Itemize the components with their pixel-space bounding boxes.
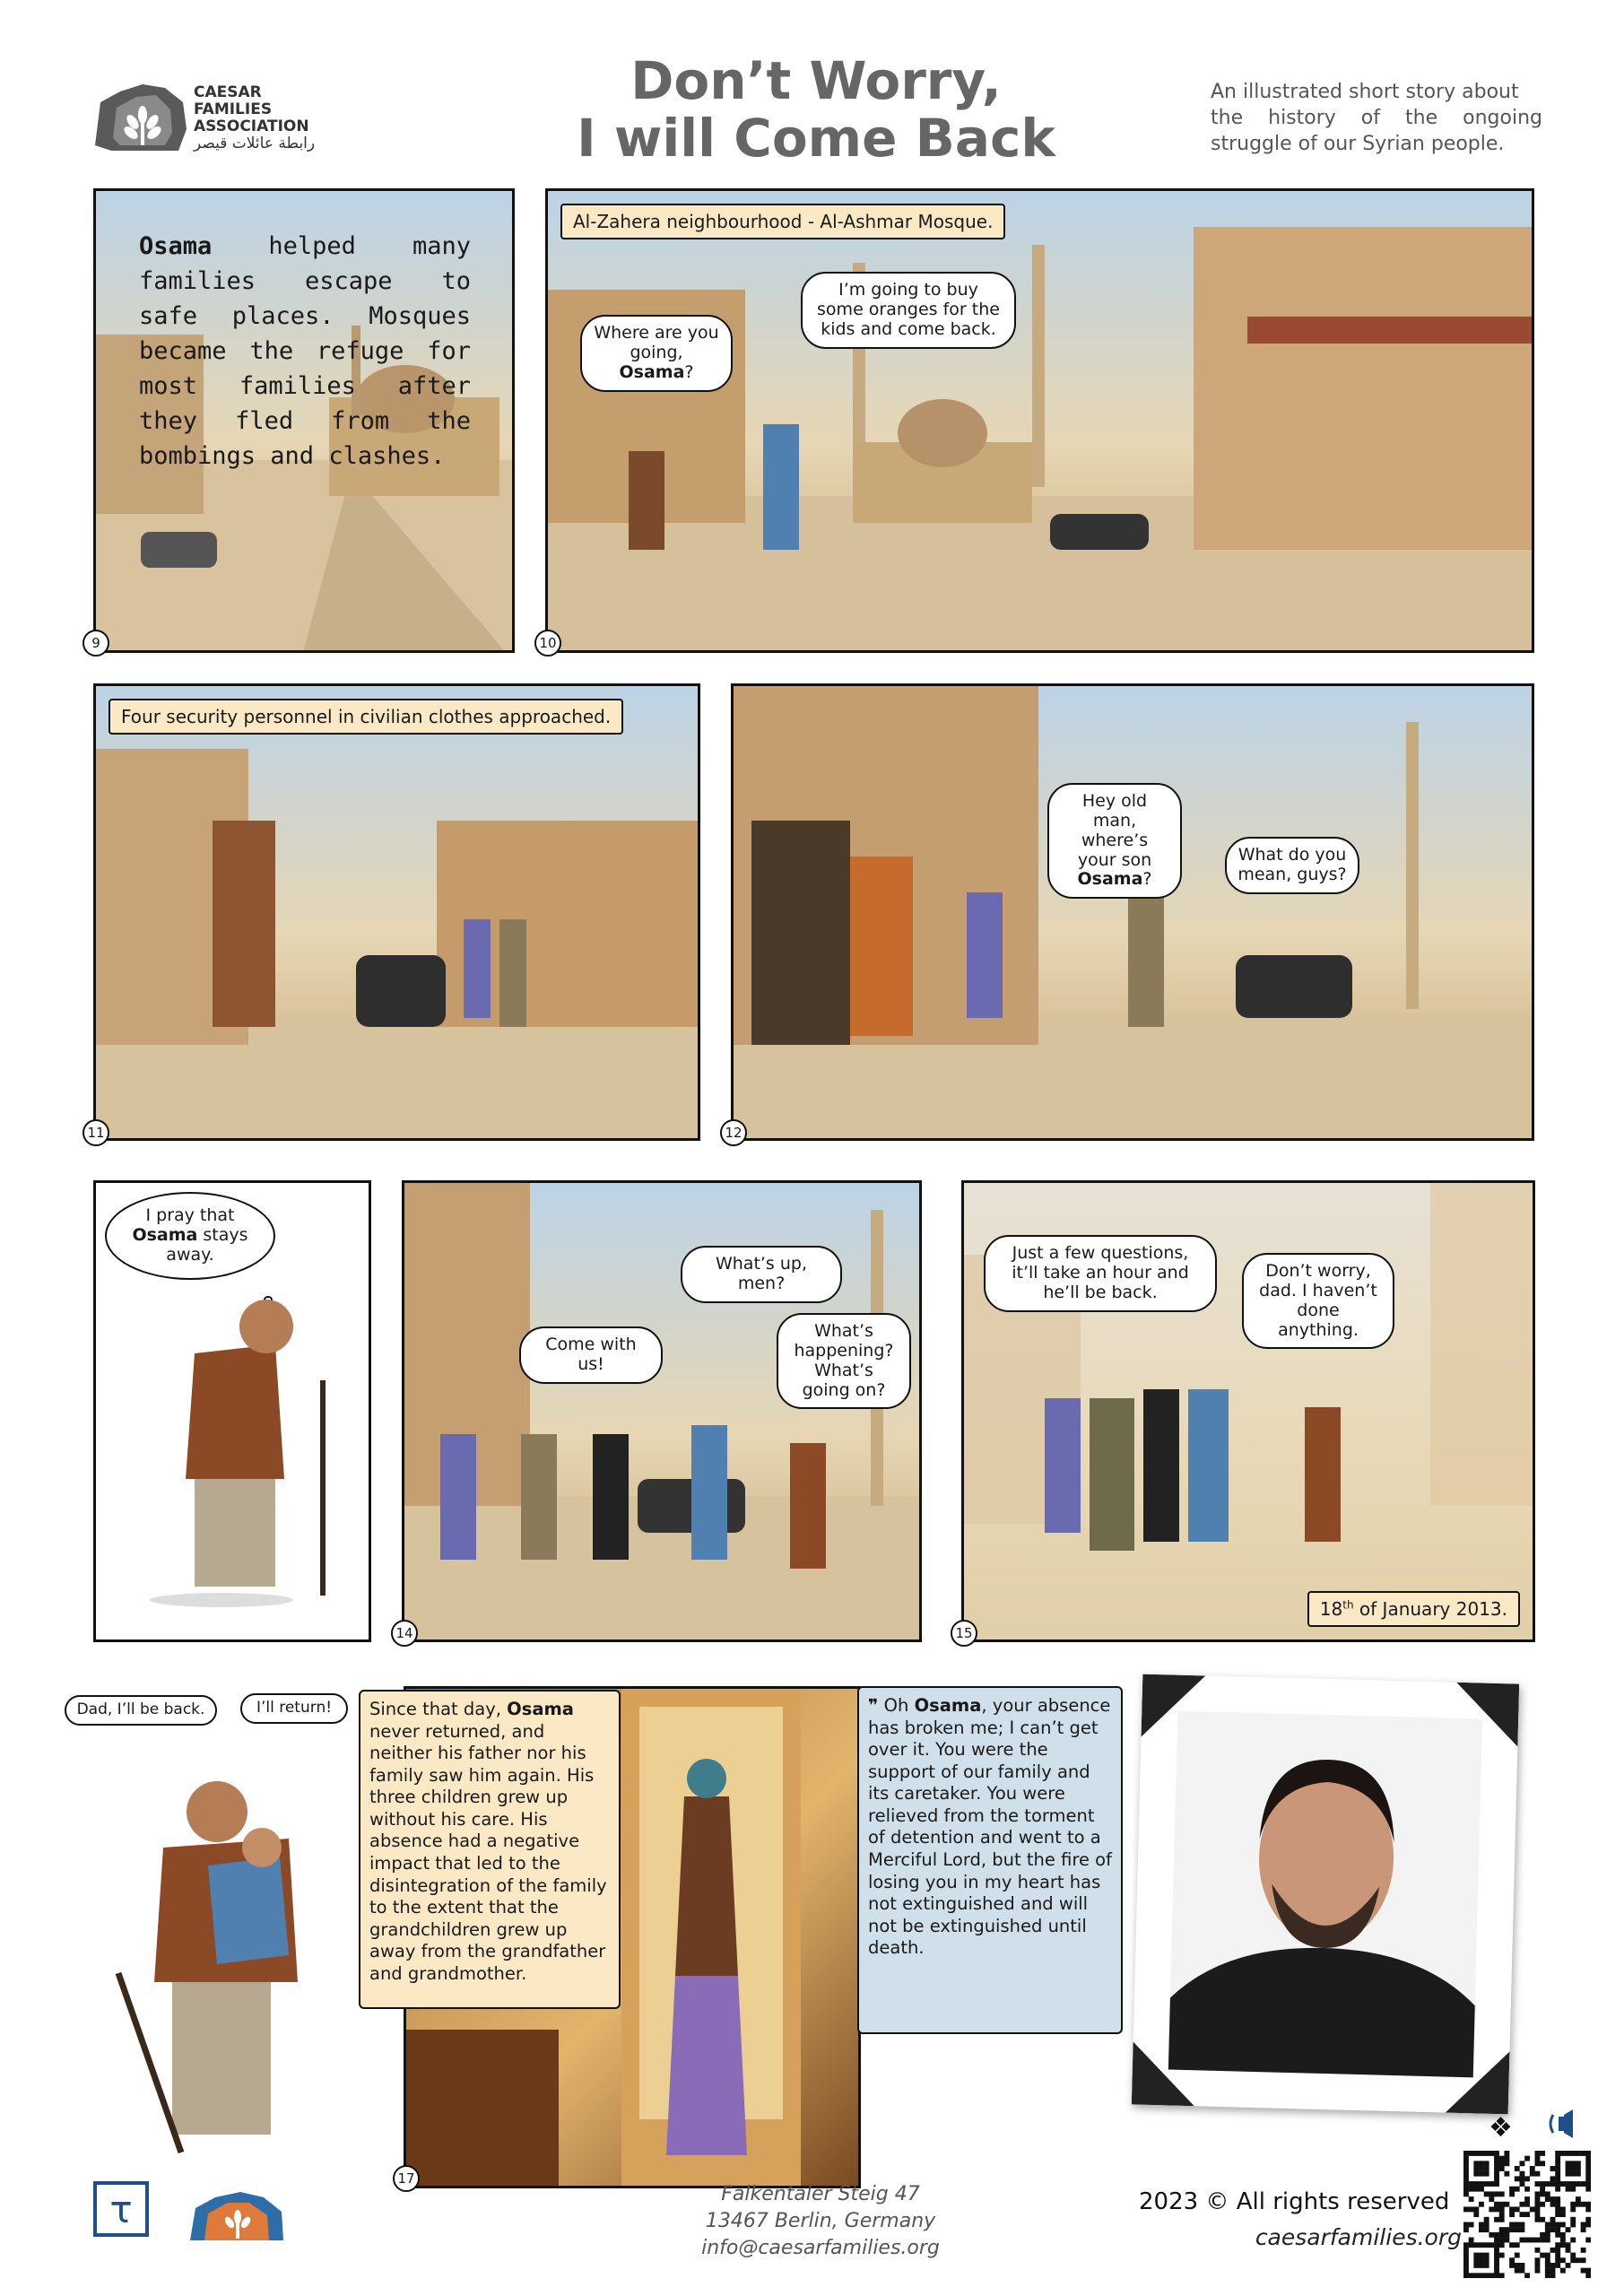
panel-number: 11 — [83, 1119, 109, 1146]
panel-12 — [731, 683, 1534, 1141]
panel-15-bubble-dont-worry: Don’t worry, dad. I haven’t done anything. — [1242, 1253, 1394, 1349]
website-link[interactable]: caesarfamilies.org — [1255, 2224, 1462, 2250]
panel-12-bubble-where-osama — [1047, 783, 1182, 899]
name-osama: Osama — [914, 1695, 982, 1716]
page-title — [502, 52, 1130, 167]
bubble-text-end: stays away. — [166, 1224, 248, 1265]
name-osama: Osama — [619, 361, 685, 382]
panel-13-thought — [105, 1192, 275, 1280]
panel-14-bubble-whats-happening: What’s happening? What’s going on? — [777, 1313, 911, 1409]
footer-logo-icon — [187, 2188, 287, 2242]
title-line2: I will Come Back — [577, 108, 1055, 169]
org-name-line2: FAMILIES — [194, 100, 273, 118]
panel-16-bubble-return: I’ll return! — [240, 1693, 348, 1724]
tagline-line2: the history of the ongoing — [1211, 107, 1542, 129]
panel-number: 15 — [951, 1620, 977, 1647]
panel-9-narration — [139, 229, 471, 474]
title-line1: Don’t Worry, — [630, 50, 1002, 111]
bubble-text: Where are you going, — [594, 323, 719, 362]
bubble-text: Hey old man, where’s your son — [1077, 791, 1152, 870]
panel-10-bubble-oranges: I’m going to buy some oranges for the kids and come back. — [801, 272, 1016, 349]
panel-15-date — [1307, 1591, 1520, 1627]
name-osama: Osama — [132, 1224, 198, 1245]
qr-code-art — [1463, 2151, 1591, 2278]
quote-text: , your absence has broken me; I can’t get over it. You were the support of our family and its caretaker. You were relieved from the torment of detention and went to a Merciful Lord, but the fire of losing you in my heart has not extinguished and will not be extinguished until death. — [868, 1695, 1112, 1959]
portrait-photo — [1132, 1674, 1519, 2115]
quote-box — [857, 1686, 1123, 2034]
quote-start: Oh — [883, 1695, 915, 1716]
panel-15-bubble-questions: Just a few questions, it’ll take an hour and he’ll be back. — [984, 1235, 1217, 1312]
footer-logo-mark-icon — [187, 2188, 287, 2242]
org-name-arabic: رابطة عائلات قيصر — [194, 135, 316, 152]
bubble-text-end: ? — [684, 361, 694, 382]
panel-11 — [93, 683, 700, 1141]
panel-10-caption: Al-Zahera neighbourhood - Al-Ashmar Mosque. — [560, 204, 1005, 239]
panel-10-art — [548, 191, 1534, 653]
bubble-text-end: ? — [1142, 869, 1152, 890]
name-osama: Osama — [139, 232, 213, 260]
bubble-text: I pray that — [145, 1205, 235, 1225]
panel-number: 17 — [393, 2165, 420, 2192]
copyright: 2023 © All rights reserved — [1139, 2188, 1450, 2215]
sparkle-icon: ❖ — [1489, 2112, 1513, 2144]
tagline-line1: An illustrated short story about — [1211, 81, 1519, 103]
date-rest: of January 2013. — [1353, 1598, 1507, 1620]
org-name-line1: CAESAR — [194, 83, 262, 101]
date-day: 18 — [1319, 1598, 1343, 1620]
name-osama: Osama — [507, 1699, 574, 1719]
narration-box — [359, 1690, 621, 2009]
panel-number: 10 — [534, 630, 561, 657]
footer-address — [646, 2181, 995, 2262]
panel-16-bubble-be-back: Dad, I’ll be back. — [65, 1695, 217, 1726]
panel-11-art — [96, 686, 700, 1141]
narration-text: never returned, and neither his father nor his family saw him again. His three children grew up without his care. His absence had a negative impact that led to the disintegration of the family to the extent that the grandchildren grew up away from the grandfather and grandmother. — [369, 1720, 607, 1984]
panel-number: 12 — [720, 1119, 747, 1146]
speaker-icon[interactable] — [1546, 2108, 1582, 2140]
panel-11-caption: Four security personnel in civilian clothes approached. — [109, 699, 623, 735]
panel-14-art — [404, 1183, 922, 1642]
panel-10 — [545, 188, 1534, 653]
org-name-line3: ASSOCIATION — [194, 117, 309, 135]
panel-9 — [93, 188, 515, 653]
panel-14-bubble-come-with-us: Come with us! — [519, 1326, 663, 1384]
narration-text: helped many families escape to safe places. Mosques became the refuge for most families after they fled from the bombings and clashes. — [139, 232, 471, 470]
footer-email[interactable]: info@caesarfamilies.org — [701, 2237, 940, 2259]
panel-number: 9 — [83, 630, 109, 657]
panel-12-bubble-what-mean: What do you mean, guys? — [1225, 837, 1359, 894]
caesar-logo — [93, 75, 380, 156]
panel-10-bubble-where — [580, 315, 733, 392]
tau-logo — [93, 2181, 149, 2237]
tagline — [1211, 79, 1542, 157]
quote-mark-icon: ❞ — [868, 1695, 879, 1716]
narration-start: Since that day, — [369, 1699, 508, 1719]
address-line1: Falkentaler Steig 47 — [721, 2183, 920, 2205]
date-sup: th — [1342, 1598, 1354, 1612]
panel-15 — [961, 1180, 1535, 1642]
qr-code-icon[interactable] — [1463, 2151, 1591, 2278]
panel-16 — [65, 1686, 360, 2188]
portrait-art — [1132, 1674, 1519, 2115]
name-osama: Osama — [1077, 869, 1143, 890]
address-line2: 13467 Berlin, Germany — [705, 2210, 936, 2232]
panel-12-art — [734, 686, 1534, 1141]
panel-13 — [93, 1180, 371, 1642]
panel-16-art — [65, 1686, 360, 2188]
panel-14 — [402, 1180, 922, 1642]
panel-number: 14 — [391, 1620, 418, 1647]
tagline-line3: struggle of our Syrian people. — [1211, 133, 1505, 155]
panel-14-bubble-whats-up: What’s up, men? — [681, 1246, 842, 1303]
tau-symbol: τ — [109, 2187, 133, 2231]
